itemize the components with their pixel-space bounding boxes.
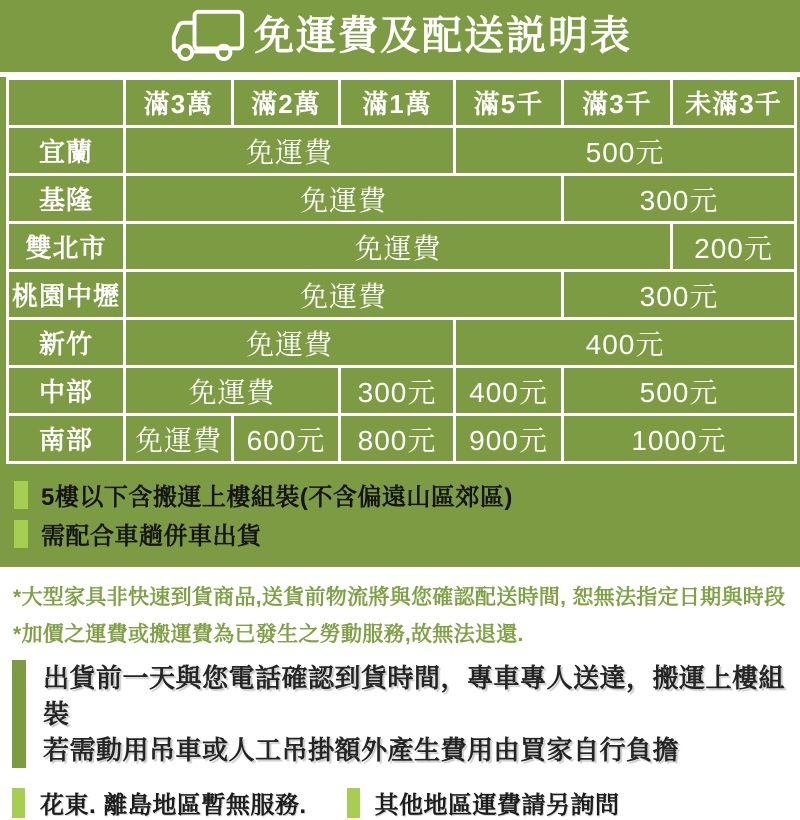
table-row <box>8 223 796 271</box>
green-notes <box>0 464 800 567</box>
fine-print <box>0 567 800 650</box>
table-row <box>8 127 796 175</box>
green-bar-icon <box>12 788 25 818</box>
region-label: 新竹 <box>8 319 125 367</box>
white-section <box>0 567 800 820</box>
green-note <box>14 477 800 512</box>
delivery-notice <box>12 660 800 768</box>
region-label: 南部 <box>8 415 125 463</box>
fee-cell: 400元 <box>455 367 563 415</box>
truck-icon <box>168 7 246 65</box>
table-row <box>8 175 796 223</box>
fee-cell: 400元 <box>455 319 796 367</box>
delivery-notice-lines <box>43 660 800 768</box>
page-title: 免運費及配送説明表 <box>254 14 632 58</box>
notice-bar <box>12 660 26 768</box>
column-header: 滿2萬 <box>233 79 340 127</box>
column-header: 滿3千 <box>563 79 672 127</box>
region-label: 基隆 <box>8 175 125 223</box>
free-shipping-cell: 免運費 <box>125 127 455 175</box>
fee-cell: 300元 <box>340 367 455 415</box>
column-header: 滿1萬 <box>340 79 455 127</box>
free-shipping-cell: 免運費 <box>125 415 233 463</box>
fee-cell: 500元 <box>455 127 796 175</box>
fine-print-line: *大型家具非快速到貨商品,送貨前物流將與您確認配送時間, 恕無法指定日期與時段 <box>13 586 786 609</box>
free-shipping-cell: 免運費 <box>125 271 563 319</box>
footer-note-text: 花東. 離島地區暫無服務. <box>40 792 307 819</box>
fine-print-line: *加價之運費或搬運費為已發生之勞動服務,故無法退還. <box>13 623 524 646</box>
green-note-text: 需配合車趟併車出貨 <box>41 523 262 550</box>
green-bar-icon <box>347 788 360 818</box>
free-shipping-cell: 免運費 <box>125 223 672 271</box>
table-row <box>8 319 796 367</box>
green-note-text: 5樓以下含搬運上樓組裝(不含偏遠山區郊區) <box>41 484 513 511</box>
green-bar-icon <box>14 520 28 548</box>
table-row <box>8 415 796 463</box>
free-shipping-cell: 免運費 <box>125 367 340 415</box>
table-row <box>8 271 796 319</box>
free-shipping-cell: 免運費 <box>125 175 563 223</box>
footer-notes <box>12 785 800 820</box>
page-header <box>0 0 800 72</box>
column-header: 未滿3千 <box>672 79 796 127</box>
corner-cell <box>8 79 125 127</box>
fee-cell: 500元 <box>563 367 796 415</box>
table-body <box>8 127 796 463</box>
fee-cell: 300元 <box>563 271 796 319</box>
column-header: 滿5千 <box>455 79 563 127</box>
delivery-notice-line: 若需動用吊車或人工吊掛額外產生費用由買家自行負擔 <box>43 735 680 765</box>
fee-cell: 800元 <box>340 415 455 463</box>
green-note <box>14 516 800 551</box>
green-bar-icon <box>14 481 28 509</box>
fee-cell: 600元 <box>233 415 340 463</box>
footer-note-east-islands <box>12 785 307 820</box>
region-label: 宜蘭 <box>8 127 125 175</box>
column-header: 滿3萬 <box>125 79 233 127</box>
region-label: 雙北市 <box>8 223 125 271</box>
footer-note-other-areas <box>347 785 620 820</box>
fee-cell: 1000元 <box>563 415 796 463</box>
free-shipping-cell: 免運費 <box>125 319 455 367</box>
table-header-row <box>8 79 796 127</box>
region-label: 桃園中壢 <box>8 271 125 319</box>
table-row <box>8 367 796 415</box>
region-label: 中部 <box>8 367 125 415</box>
fee-cell: 300元 <box>563 175 796 223</box>
delivery-notice-line: 出貨前一天與您電話確認到貨時間，專車專人送達，搬運上樓組裝 <box>43 663 786 729</box>
fee-cell: 200元 <box>672 223 796 271</box>
footer-note-text: 其他地區運費請另詢問 <box>374 792 620 819</box>
fee-cell: 900元 <box>455 415 563 463</box>
shipping-fee-table <box>6 77 797 464</box>
